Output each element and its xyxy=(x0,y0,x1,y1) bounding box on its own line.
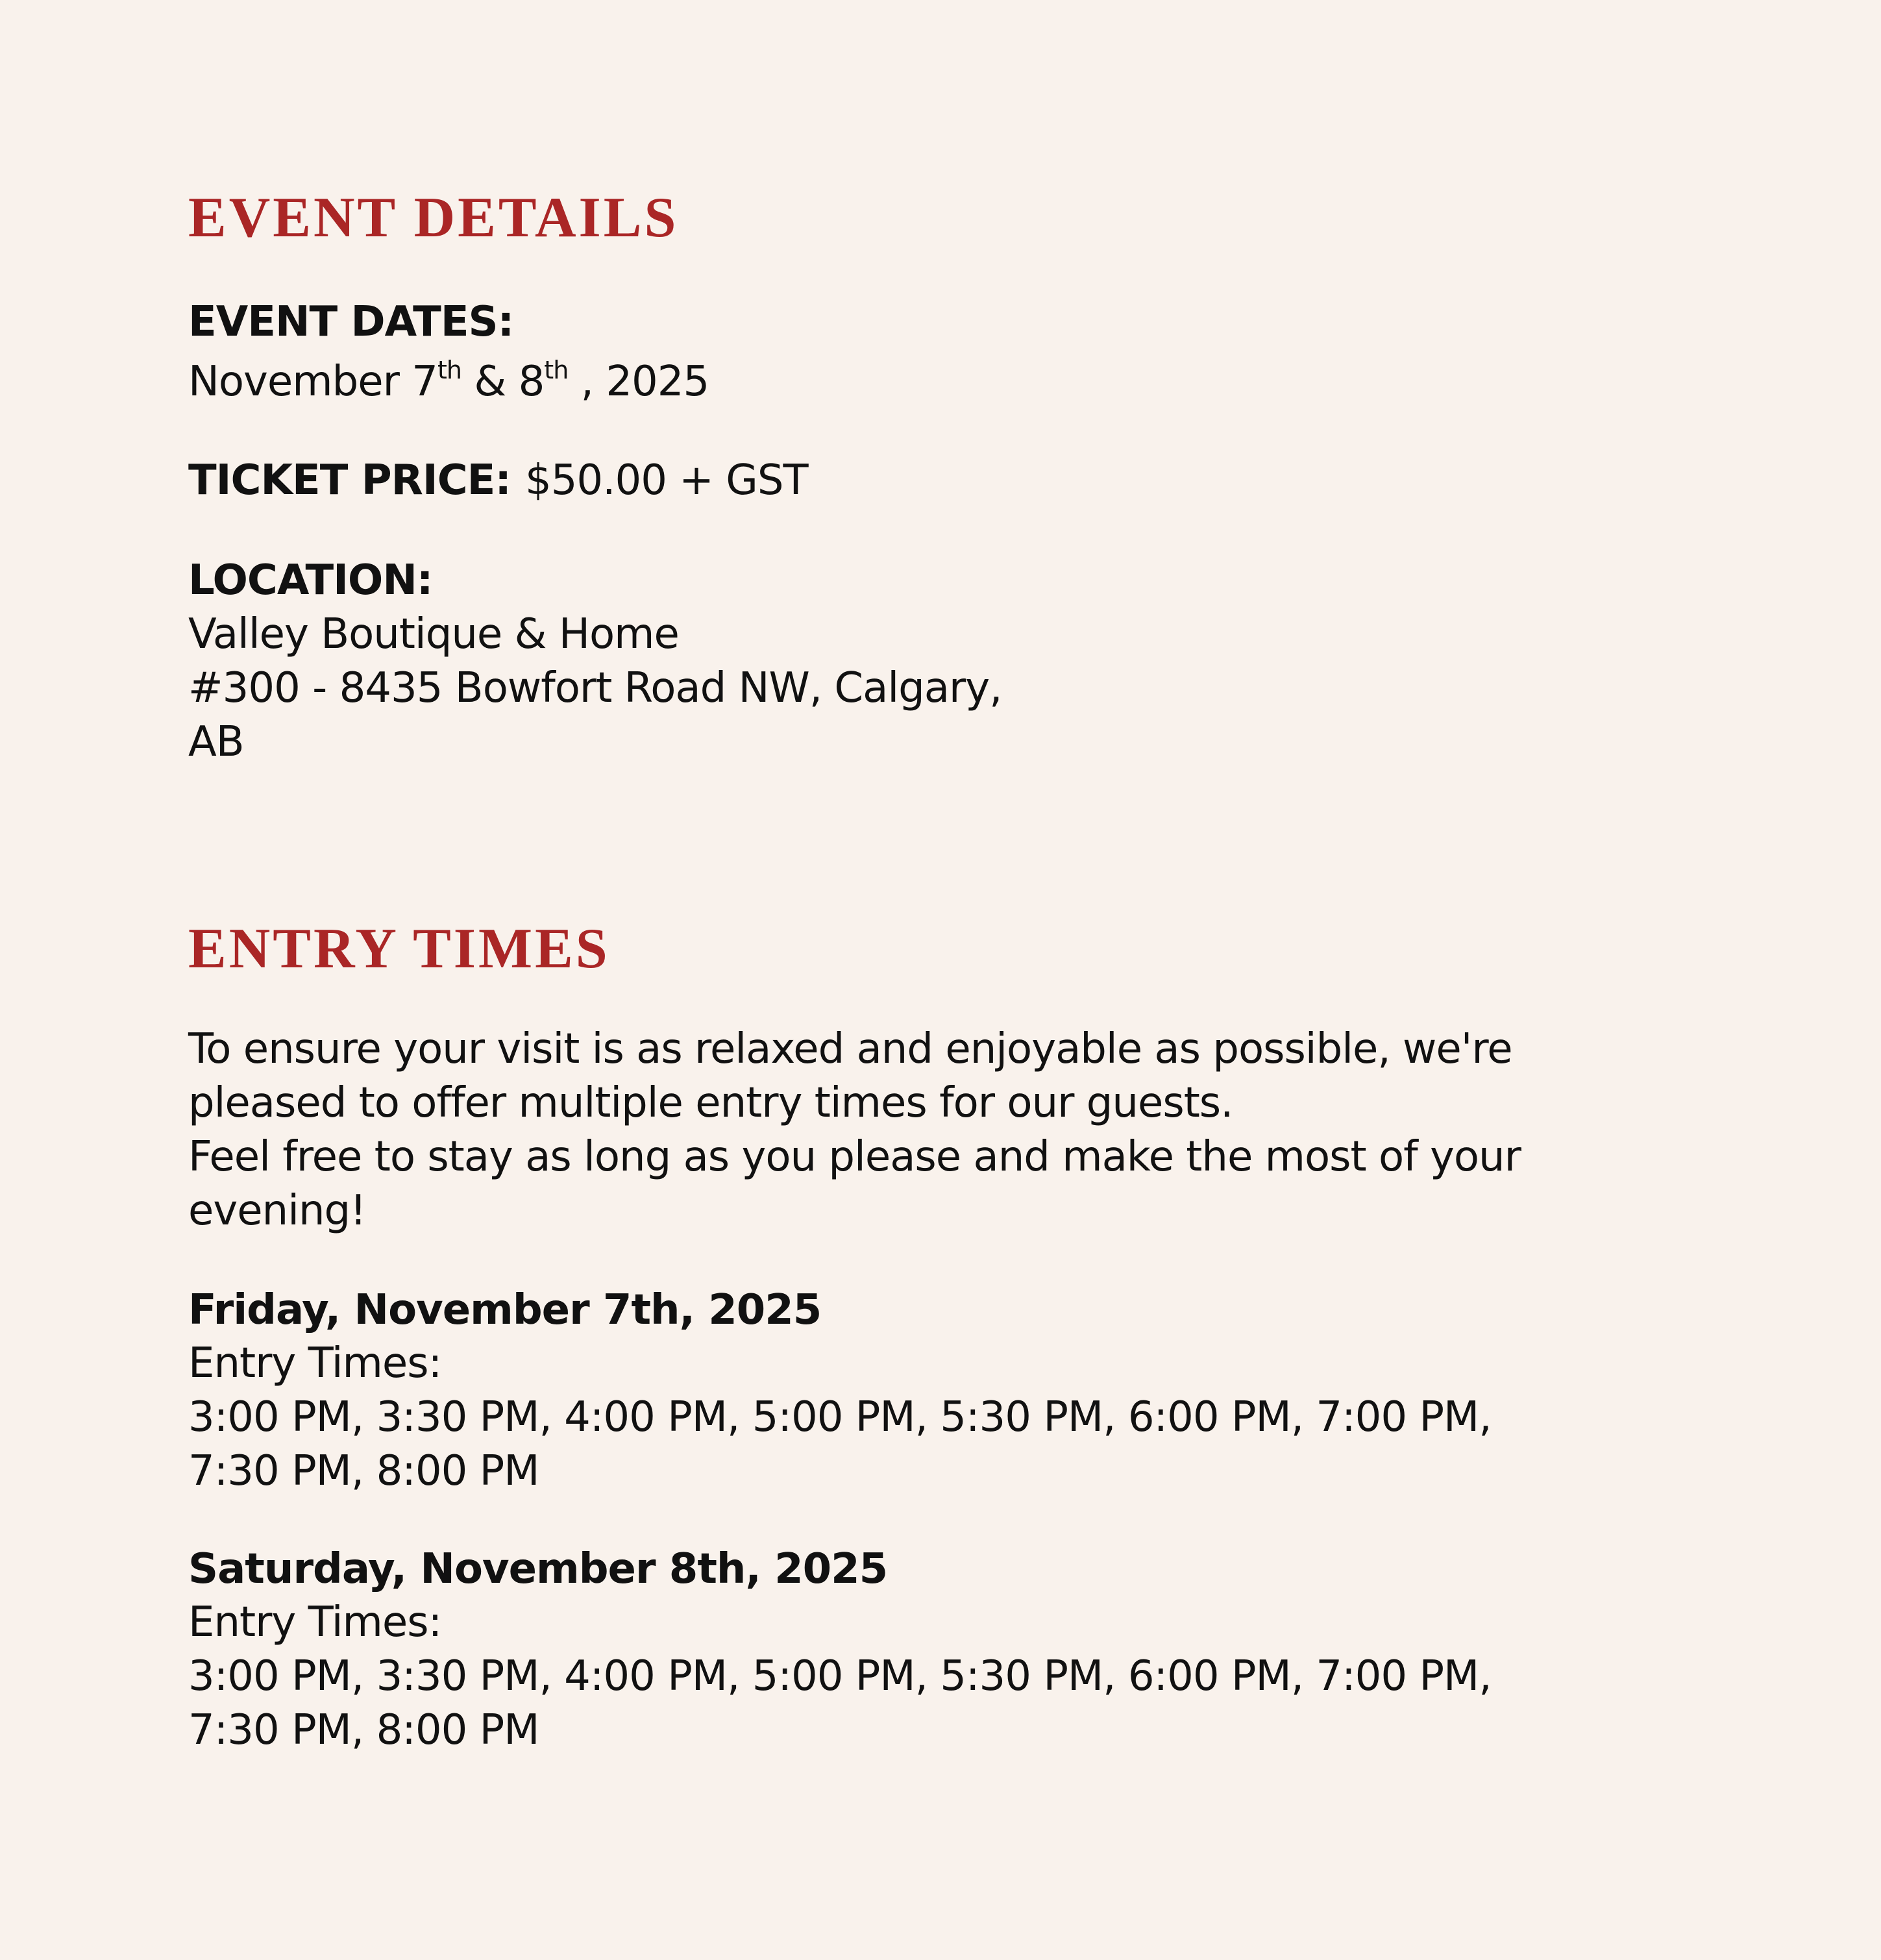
friday-times-line: 7:30 PM, 8:00 PM xyxy=(188,1447,539,1495)
intro-line: To ensure your visit is as relaxed and enjoyable as possible, we're xyxy=(188,1025,1512,1073)
location-line: #300 - 8435 Bowfort Road NW, Calgary, xyxy=(188,664,1002,712)
saturday-entry-label: Entry Times: xyxy=(188,1598,442,1646)
event-dates-part-2: & 8 xyxy=(461,358,545,406)
event-dates-part-3: , 2025 xyxy=(568,358,709,406)
event-details-heading: EVENT DETAILS xyxy=(188,186,679,249)
event-dates-part-1: November 7 xyxy=(188,358,437,406)
location-line: Valley Boutique & Home xyxy=(188,610,679,658)
saturday-title: Saturday, November 8th, 2025 xyxy=(188,1545,888,1593)
intro-line: pleased to offer multiple entry times for our guests. xyxy=(188,1079,1233,1127)
event-dates-sup-1: th xyxy=(437,356,461,384)
location-line: AB xyxy=(188,718,244,766)
event-dates-label: EVENT DATES: xyxy=(188,298,514,346)
saturday-times-line: 3:00 PM, 3:30 PM, 4:00 PM, 5:00 PM, 5:30 PM, 6:00 PM, 7:00 PM, xyxy=(188,1652,1492,1700)
event-dates-value xyxy=(188,356,709,406)
intro-line: evening! xyxy=(188,1187,366,1235)
ticket-price-value: $50.00 + GST xyxy=(524,456,808,504)
location-label: LOCATION: xyxy=(188,556,433,604)
friday-entry-label: Entry Times: xyxy=(188,1339,442,1387)
friday-title: Friday, November 7th, 2025 xyxy=(188,1286,822,1334)
entry-times-heading: ENTRY TIMES xyxy=(188,917,610,980)
intro-line: Feel free to stay as long as you please and make the most of your xyxy=(188,1133,1521,1181)
friday-times-line: 3:00 PM, 3:30 PM, 4:00 PM, 5:00 PM, 5:30 PM, 6:00 PM, 7:00 PM, xyxy=(188,1393,1492,1441)
ticket-price-label: TICKET PRICE: xyxy=(188,456,511,504)
saturday-times-line: 7:30 PM, 8:00 PM xyxy=(188,1706,539,1754)
event-dates-sup-2: th xyxy=(544,356,569,384)
ticket-price-row xyxy=(188,456,808,504)
